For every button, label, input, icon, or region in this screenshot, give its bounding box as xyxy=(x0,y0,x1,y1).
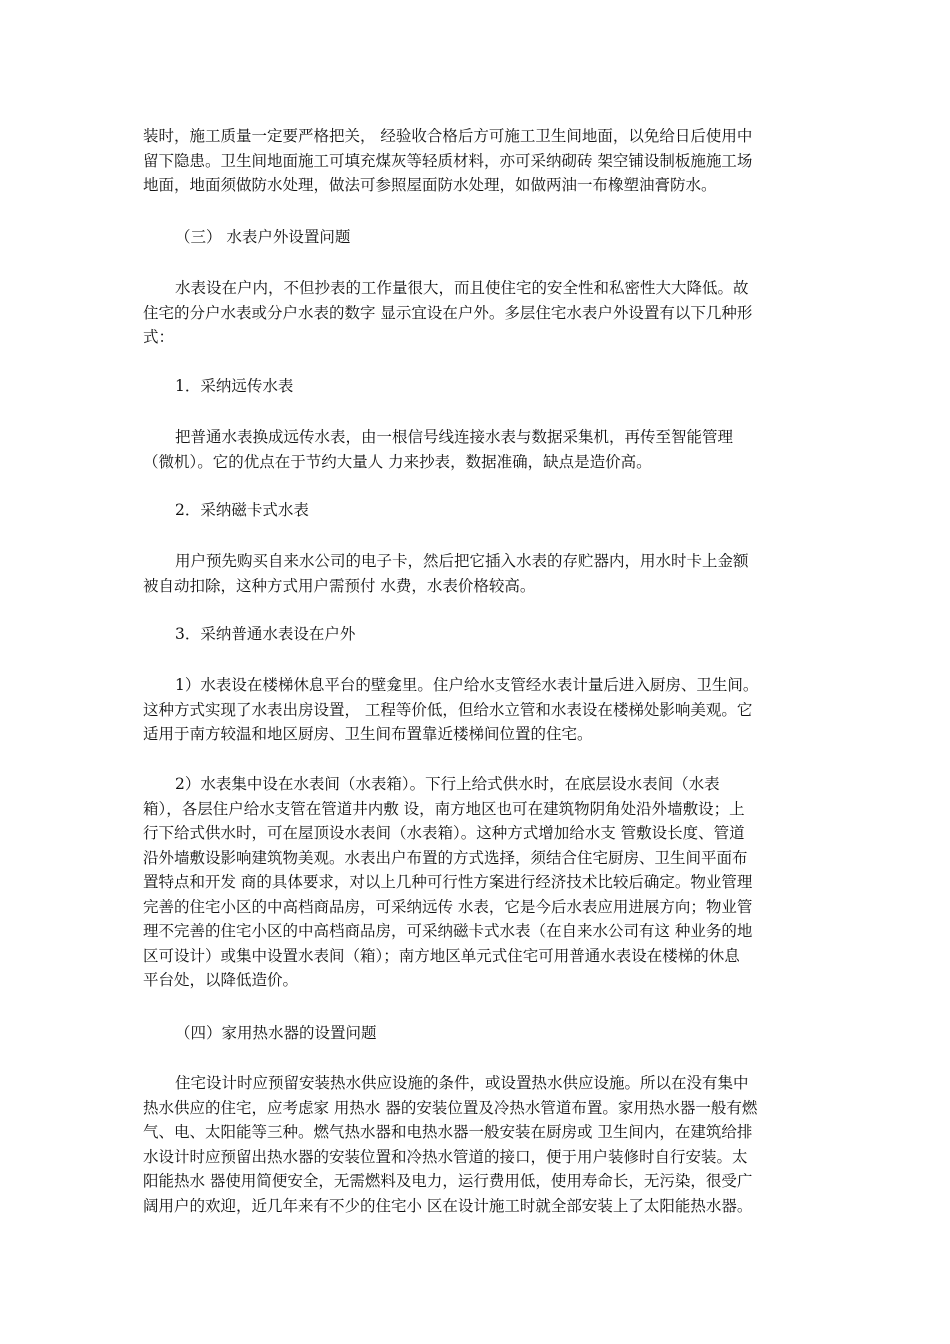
paragraph-water-heater xyxy=(143,1071,807,1218)
text-line: 水表设在户内，不但抄表的工作量很大，而且使住宅的安全性和私密性大大降低。故 xyxy=(175,279,749,297)
text-line: 这种方式实现了水表出房设置， 工程等价低，但给水立管和水表设在楼梯处影响美观。它 xyxy=(143,700,753,719)
text-line: 留下隐患。卫生间地面施工可填充煤灰等轻质材料，亦可采纳砌砖 架空铺设制板施施工场 xyxy=(143,151,753,170)
text-line: （微机）。它的优点在于节约大量人 力来抄表，数据准确，缺点是造价高。 xyxy=(143,452,652,471)
text-line: 水设计时应预留出热水器的安装位置和冷热水管道的接口，便于用户装修时自行安装。太 xyxy=(143,1147,748,1166)
text-line: 被自动扣除，这种方式用户需预付 水费，水表价格较高。 xyxy=(143,576,536,595)
text-line: 平台处，以降低造价。 xyxy=(143,971,299,989)
paragraph-card-meter xyxy=(143,549,807,598)
text-line: 完善的住宅小区的中高档商品房，可采纳远传 水表，它是今后水表应用进展方向；物业管 xyxy=(143,897,753,916)
paragraph-meter-outdoor xyxy=(143,276,807,350)
text-line: 地面，地面须做防水处理，做法可参照屋面防水处理，如做两油一布橡塑油膏防水。 xyxy=(143,176,717,194)
text-line: 行下给式供水时，可在屋顶设水表间（水表箱）。这种方式增加给水支 管敷设长度、管道 xyxy=(143,824,745,842)
text-line: 区可设计）或集中设置水表间（箱）；南方地区单元式住宅可用普通水表设在楼梯的休息 xyxy=(143,946,740,965)
text-line: 阔用户的欢迎，近几年来有不少的住宅小 区在设计施工时就全部安装上了太阳能热水器。 xyxy=(143,1196,753,1215)
text-line: 用户预先购买自来水公司的电子卡，然后把它插入水表的存贮器内，用水时卡上金额 xyxy=(175,552,749,570)
text-line: 住宅的分户水表或分户水表的数字 显示宜设在户外。多层住宅水表户外设置有以下几种形 xyxy=(143,303,753,322)
text-line: 装时，施工质量一定要严格把关， 经验收合格后方可施工卫生间地面，以免给日后使用中 xyxy=(143,127,753,145)
text-line: 式： xyxy=(143,328,175,346)
text-line: 置特点和开发 商的具体要求，对以上几种可行性方案进行经济技术比较后确定。物业管理 xyxy=(143,873,753,891)
text-line: 箱），各层住户给水支管在管道井内敷 设，南方地区也可在建筑物阴角处沿外墙敷设；上 xyxy=(143,799,745,818)
subheading-remote-meter: 1．采纳远传水表 xyxy=(175,377,294,395)
text-line: 适用于南方较温和地区厨房、卫生间布置靠近楼梯间位置的住宅。 xyxy=(143,725,593,743)
paragraph-toilet-floor xyxy=(143,124,807,198)
text-line: 气、电、太阳能等三种。燃气热水器和电热水器一般安装在厨房或 卫生间内，在建筑给排 xyxy=(143,1123,753,1141)
text-line: 1）水表设在楼梯休息平台的壁龛里。住户给水支管经水表计量后进入厨房、卫生间。 xyxy=(175,676,759,694)
subheading-ordinary-meter: 3．采纳普通水表设在户外 xyxy=(175,625,356,643)
paragraph-remote-meter xyxy=(143,425,807,474)
text-line: 把普通水表换成远传水表，由一根信号线连接水表与数据采集机，再传至智能管理 xyxy=(175,428,734,446)
text-line: 住宅设计时应预留安装热水供应设施的条件，或设置热水供应设施。所以在没有集中 xyxy=(175,1074,749,1092)
text-line: 阳能热水 器使用简便安全，无需燃料及电力，运行费用低，使用寿命长，无污染，很受广 xyxy=(143,1172,753,1190)
section-heading-4: （四）家用热水器的设置问题 xyxy=(175,1024,377,1042)
section-heading-3: （三） 水表户外设置问题 xyxy=(175,228,351,246)
text-line: 沿外墙敷设影响建筑物美观。水表出户布置的方式选择，须结合住宅厨房、卫生间平面布 xyxy=(143,848,748,867)
text-line: 2）水表集中设在水表间（水表箱）。下行上给式供水时，在底层设水表间（水表 xyxy=(175,775,720,793)
paragraph-meter-room xyxy=(143,772,807,993)
text-line: 理不完善的住宅小区的中高档商品房，可采纳磁卡式水表（在自来水公司有这 种业务的地 xyxy=(143,922,753,940)
subheading-card-meter: 2．采纳磁卡式水表 xyxy=(175,501,309,519)
text-line: 热水供应的住宅，应考虑家 用热水 器的安装位置及冷热水管道布置。家用热水器一般有燃 xyxy=(143,1098,758,1117)
paragraph-stair-niche xyxy=(143,673,807,747)
